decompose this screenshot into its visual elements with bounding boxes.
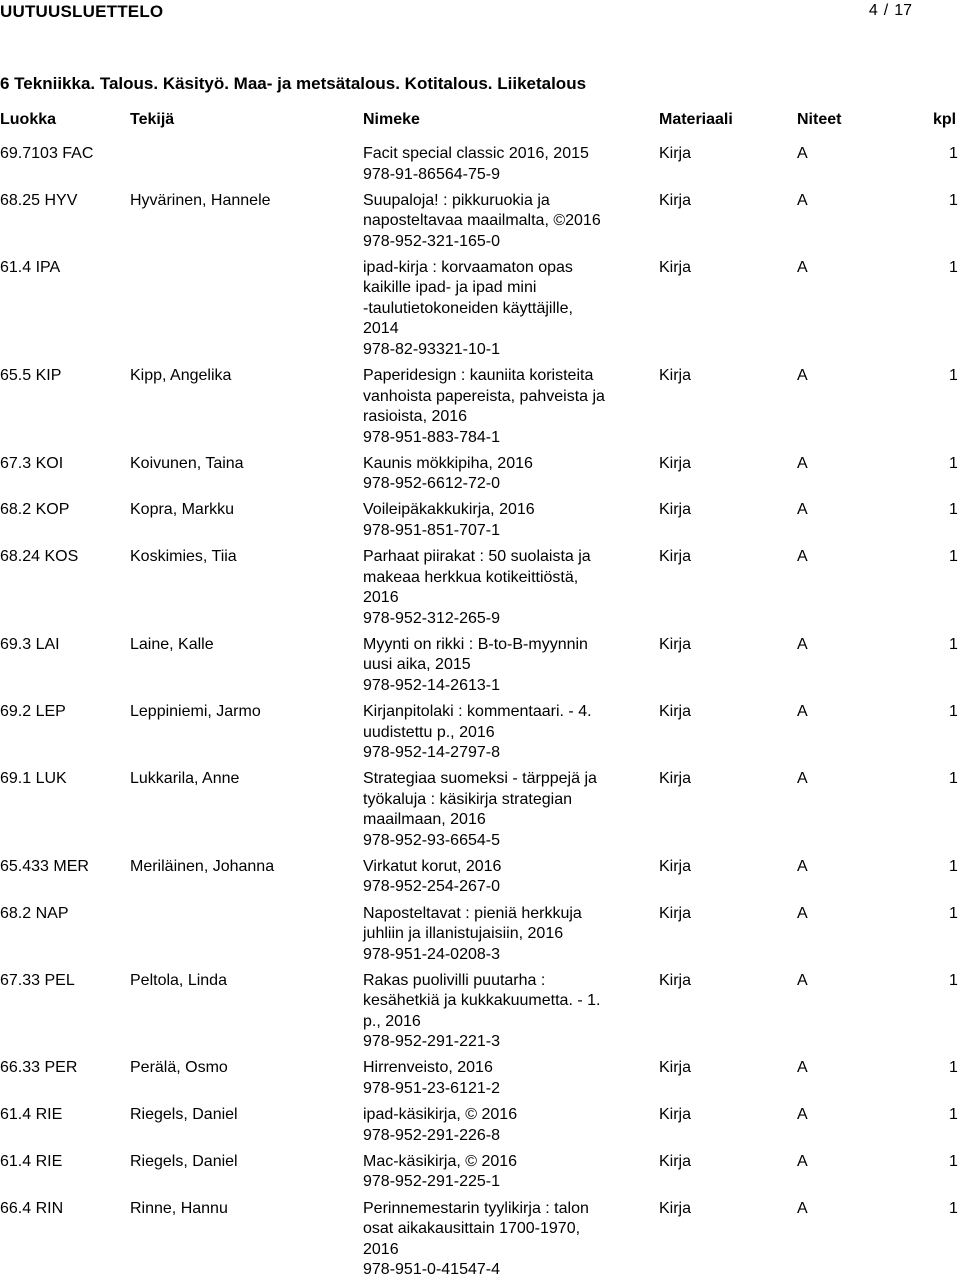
row-tekija: Kopra, Markku (130, 500, 234, 521)
row-luokka: 66.4 RIN (0, 1199, 63, 1220)
row-kpl: 1 (949, 971, 958, 992)
row-kpl: 1 (949, 500, 958, 521)
document-title: UUTUUSLUETTELO (0, 2, 163, 22)
row-nimeke (363, 1199, 623, 1281)
row-tekija: Leppiniemi, Jarmo (130, 702, 261, 723)
catalog-list (0, 144, 960, 1286)
row-title-line: osat aikakausittain 1700-1970, (363, 1219, 623, 1240)
header-luokka: Luokka (0, 111, 56, 129)
row-nimeke (363, 454, 623, 495)
row-isbn: 978-951-0-41547-4 (363, 1260, 623, 1281)
row-luokka: 68.24 KOS (0, 547, 78, 568)
catalog-row (0, 500, 960, 547)
row-tekija: Laine, Kalle (130, 635, 214, 656)
row-isbn: 978-952-321-165-0 (363, 232, 623, 253)
header-materiaali: Materiaali (659, 111, 733, 129)
row-luokka: 61.4 RIE (0, 1152, 62, 1173)
row-niteet: A (797, 191, 808, 212)
row-materiaali: Kirja (659, 635, 691, 656)
row-niteet: A (797, 366, 808, 387)
row-title-line: Facit special classic 2016, 2015 (363, 144, 623, 165)
row-isbn: 978-951-23-6121-2 (363, 1079, 623, 1100)
row-nimeke (363, 258, 623, 361)
row-luokka: 69.2 LEP (0, 702, 66, 723)
row-kpl: 1 (949, 366, 958, 387)
row-title-line: kaikille ipad- ja ipad mini (363, 278, 623, 299)
row-title-line: ipad-käsikirja, © 2016 (363, 1105, 623, 1126)
row-luokka: 68.25 HYV (0, 191, 77, 212)
row-title-line: juhliin ja illanistujaisiin, 2016 (363, 924, 623, 945)
row-isbn: 978-952-254-267-0 (363, 877, 623, 898)
row-title-line: kesähetkiä ja kukkakuumetta. - 1. (363, 991, 623, 1012)
row-isbn: 978-82-93321-10-1 (363, 340, 623, 361)
row-title-line: -taulutietokoneiden käyttäjille, (363, 299, 623, 320)
section-title: 6 Tekniikka. Talous. Käsityö. Maa- ja metsätalous. Kotitalous. Liiketalous (0, 74, 586, 94)
row-isbn: 978-952-14-2613-1 (363, 676, 623, 697)
row-luokka: 68.2 KOP (0, 500, 69, 521)
catalog-row (0, 1105, 960, 1152)
row-title-line: uudistettu p., 2016 (363, 723, 623, 744)
catalog-row (0, 258, 960, 366)
row-title-line: Paperidesign : kauniita koristeita (363, 366, 623, 387)
catalog-row (0, 454, 960, 501)
total-pages: 17 (894, 2, 912, 19)
catalog-row (0, 904, 960, 971)
catalog-row (0, 547, 960, 635)
row-niteet: A (797, 500, 808, 521)
row-luokka: 67.33 PEL (0, 971, 75, 992)
row-kpl: 1 (949, 857, 958, 878)
row-tekija: Perälä, Osmo (130, 1058, 228, 1079)
row-niteet: A (797, 857, 808, 878)
row-materiaali: Kirja (659, 702, 691, 723)
row-niteet: A (797, 702, 808, 723)
row-luokka: 61.4 IPA (0, 258, 60, 279)
page-indicator (869, 2, 912, 20)
row-title-line: p., 2016 (363, 1012, 623, 1033)
row-isbn: 978-951-883-784-1 (363, 428, 623, 449)
row-title-line: Voileipäkakkukirja, 2016 (363, 500, 623, 521)
page-header (0, 0, 960, 24)
row-title-line: 2016 (363, 588, 623, 609)
row-luokka: 65.5 KIP (0, 366, 61, 387)
row-kpl: 1 (949, 1199, 958, 1220)
row-luokka: 66.33 PER (0, 1058, 77, 1079)
current-page: 4 (869, 2, 878, 19)
row-niteet: A (797, 1058, 808, 1079)
row-title-line: uusi aika, 2015 (363, 655, 623, 676)
row-niteet: A (797, 258, 808, 279)
row-tekija: Meriläinen, Johanna (130, 857, 274, 878)
row-kpl: 1 (949, 769, 958, 790)
row-kpl: 1 (949, 454, 958, 475)
catalog-row (0, 144, 960, 191)
catalog-row (0, 1152, 960, 1199)
header-nimeke: Nimeke (363, 111, 420, 129)
row-title-line: Mac-käsikirja, © 2016 (363, 1152, 623, 1173)
row-materiaali: Kirja (659, 500, 691, 521)
row-materiaali: Kirja (659, 904, 691, 925)
row-nimeke (363, 500, 623, 541)
header-niteet: Niteet (797, 111, 841, 129)
row-materiaali: Kirja (659, 191, 691, 212)
row-materiaali: Kirja (659, 857, 691, 878)
row-isbn: 978-952-291-225-1 (363, 1172, 623, 1193)
row-materiaali: Kirja (659, 258, 691, 279)
catalog-row (0, 769, 960, 857)
row-tekija: Koivunen, Taina (130, 454, 244, 475)
row-materiaali: Kirja (659, 454, 691, 475)
row-nimeke (363, 904, 623, 966)
row-luokka: 69.7103 FAC (0, 144, 93, 165)
row-materiaali: Kirja (659, 547, 691, 568)
row-title-line: Rakas puolivilli puutarha : (363, 971, 623, 992)
row-niteet: A (797, 547, 808, 568)
row-kpl: 1 (949, 547, 958, 568)
header-kpl: kpl (933, 111, 956, 129)
row-nimeke (363, 702, 623, 764)
page-separator: / (878, 2, 894, 19)
row-niteet: A (797, 971, 808, 992)
row-title-line: naposteltavaa maailmalta, ©2016 (363, 211, 623, 232)
row-tekija: Peltola, Linda (130, 971, 227, 992)
row-luokka: 68.2 NAP (0, 904, 68, 925)
row-isbn: 978-952-93-6654-5 (363, 831, 623, 852)
row-isbn: 978-951-851-707-1 (363, 521, 623, 542)
header-tekija: Tekijä (130, 111, 174, 129)
row-kpl: 1 (949, 1105, 958, 1126)
row-title-line: Virkatut korut, 2016 (363, 857, 623, 878)
row-kpl: 1 (949, 904, 958, 925)
row-title-line: Kirjanpitolaki : kommentaari. - 4. (363, 702, 623, 723)
row-tekija: Rinne, Hannu (130, 1199, 228, 1220)
row-tekija: Kipp, Angelika (130, 366, 231, 387)
row-niteet: A (797, 635, 808, 656)
row-materiaali: Kirja (659, 1199, 691, 1220)
row-tekija: Hyvärinen, Hannele (130, 191, 271, 212)
catalog-row (0, 702, 960, 769)
row-kpl: 1 (949, 191, 958, 212)
row-tekija: Riegels, Daniel (130, 1105, 238, 1126)
catalog-row (0, 1058, 960, 1105)
row-title-line: työkaluja : käsikirja strategian (363, 790, 623, 811)
row-materiaali: Kirja (659, 1152, 691, 1173)
row-title-line: Naposteltavat : pieniä herkkuja (363, 904, 623, 925)
row-title-line: Myynti on rikki : B-to-B-myynnin (363, 635, 623, 656)
row-niteet: A (797, 1152, 808, 1173)
row-kpl: 1 (949, 144, 958, 165)
row-title-line: Hirrenveisto, 2016 (363, 1058, 623, 1079)
row-title-line: vanhoista papereista, pahveista ja (363, 387, 623, 408)
row-nimeke (363, 857, 623, 898)
catalog-row (0, 635, 960, 702)
row-kpl: 1 (949, 635, 958, 656)
row-luokka: 61.4 RIE (0, 1105, 62, 1126)
row-title-line: 2016 (363, 1240, 623, 1261)
row-nimeke (363, 769, 623, 851)
row-isbn: 978-952-291-226-8 (363, 1126, 623, 1147)
row-title-line: Kaunis mökkipiha, 2016 (363, 454, 623, 475)
row-nimeke (363, 191, 623, 253)
row-nimeke (363, 144, 623, 185)
row-isbn: 978-91-86564-75-9 (363, 165, 623, 186)
row-luokka: 69.3 LAI (0, 635, 60, 656)
row-title-line: Perinnemestarin tyylikirja : talon (363, 1199, 623, 1220)
row-nimeke (363, 971, 623, 1053)
row-niteet: A (797, 769, 808, 790)
row-isbn: 978-952-291-221-3 (363, 1032, 623, 1053)
row-niteet: A (797, 144, 808, 165)
column-headers (0, 111, 960, 133)
row-title-line: ipad-kirja : korvaamaton opas (363, 258, 623, 279)
row-title-line: maailmaan, 2016 (363, 810, 623, 831)
row-nimeke (363, 1058, 623, 1099)
row-title-line: makeaa herkkua kotikeittiöstä, (363, 568, 623, 589)
catalog-row (0, 366, 960, 454)
row-nimeke (363, 547, 623, 629)
row-isbn: 978-952-312-265-9 (363, 609, 623, 630)
row-tekija: Lukkarila, Anne (130, 769, 239, 790)
row-nimeke (363, 635, 623, 697)
row-materiaali: Kirja (659, 1105, 691, 1126)
row-title-line: Strategiaa suomeksi - tärppejä ja (363, 769, 623, 790)
catalog-row (0, 1199, 960, 1286)
row-tekija: Riegels, Daniel (130, 1152, 238, 1173)
row-title-line: 2014 (363, 319, 623, 340)
row-materiaali: Kirja (659, 1058, 691, 1079)
row-title-line: Suupaloja! : pikkuruokia ja (363, 191, 623, 212)
row-tekija: Koskimies, Tiia (130, 547, 237, 568)
row-niteet: A (797, 1105, 808, 1126)
row-title-line: Parhaat piirakat : 50 suolaista ja (363, 547, 623, 568)
row-luokka: 65.433 MER (0, 857, 89, 878)
row-luokka: 69.1 LUK (0, 769, 67, 790)
row-nimeke (363, 366, 623, 448)
row-nimeke (363, 1105, 623, 1146)
row-niteet: A (797, 454, 808, 475)
row-isbn: 978-952-14-2797-8 (363, 743, 623, 764)
row-luokka: 67.3 KOI (0, 454, 63, 475)
row-kpl: 1 (949, 1152, 958, 1173)
row-materiaali: Kirja (659, 144, 691, 165)
row-kpl: 1 (949, 258, 958, 279)
row-niteet: A (797, 1199, 808, 1220)
row-isbn: 978-952-6612-72-0 (363, 474, 623, 495)
row-kpl: 1 (949, 702, 958, 723)
row-niteet: A (797, 904, 808, 925)
row-nimeke (363, 1152, 623, 1193)
row-isbn: 978-951-24-0208-3 (363, 945, 623, 966)
row-materiaali: Kirja (659, 366, 691, 387)
row-materiaali: Kirja (659, 769, 691, 790)
catalog-row (0, 191, 960, 258)
row-title-line: rasioista, 2016 (363, 407, 623, 428)
catalog-row (0, 971, 960, 1059)
catalog-row (0, 857, 960, 904)
row-kpl: 1 (949, 1058, 958, 1079)
row-materiaali: Kirja (659, 971, 691, 992)
